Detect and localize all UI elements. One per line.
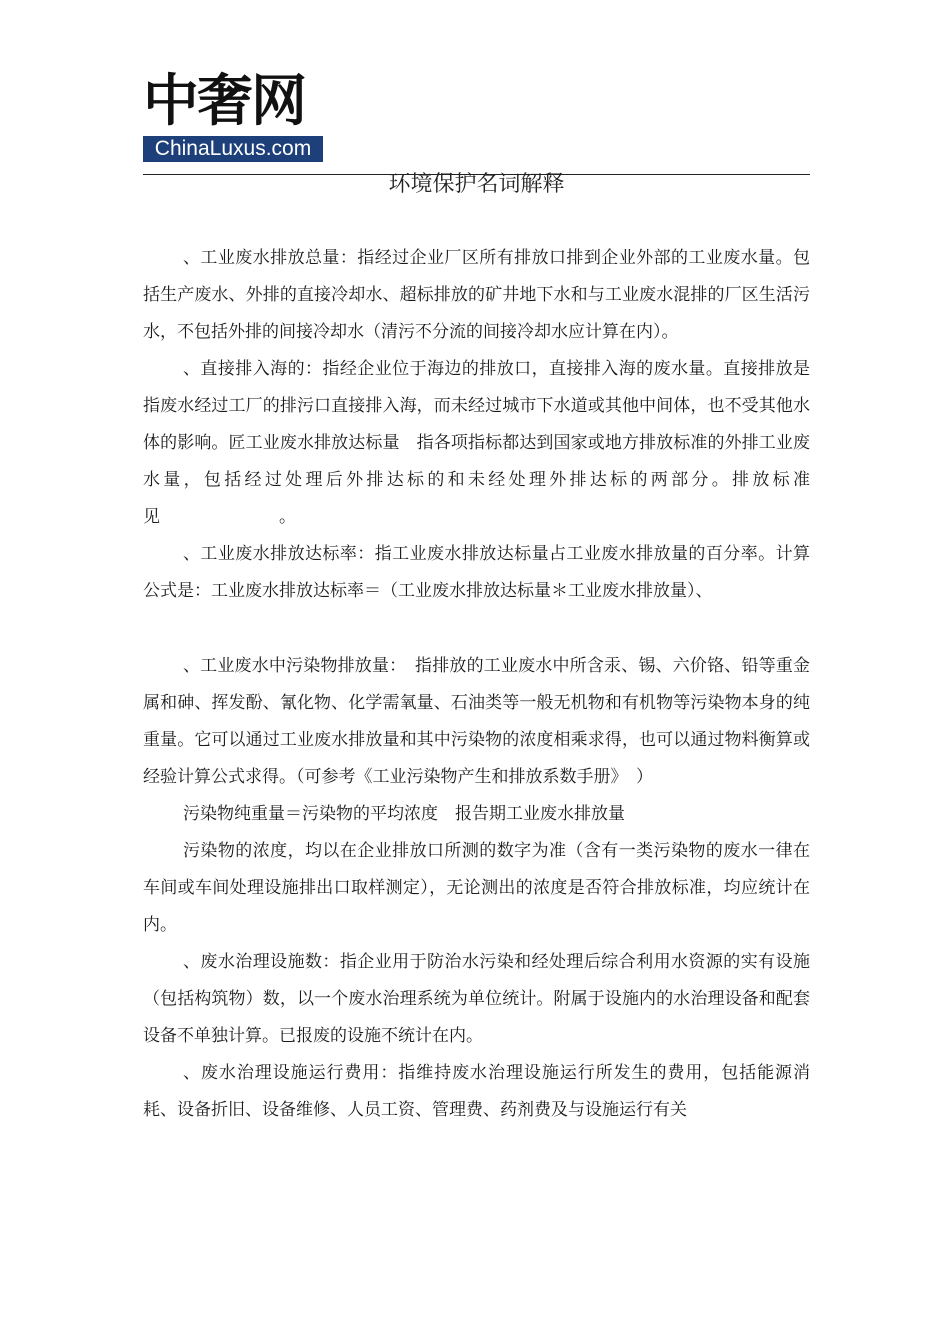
paragraph-facility-operating-cost: 、废水治理设施运行费用：指维持废水治理设施运行所发生的费用，包括能源消耗、设备折旧、设备维修、人员工资、管理费、药剂费及与设施运行有关 — [143, 1063, 810, 1120]
paragraph-direct-discharge-sea: 、直接排入海的：指经企业位于海边的排放口，直接排入海的废水量。直接排放是指废水经过工厂的排污口直接排入海，而未经过城市下水道或其他中间体，也不受其他水体的影响。匠工业废水排放达标量 指各项指标都达到国家或地方排放标准的外排工业废水量，包括经过处理后外排达标的和未经处理外排达标的两部分。排放标准见 。 — [143, 359, 810, 527]
document-title: 环境保护名词解释 — [388, 172, 565, 197]
paragraph-compliance-rate: 、工业废水排放达标率：指工业废水排放达标量占工业废水排放量的百分率。计算公式是：工业废水排放达标率＝（工业废水排放达标量＊工业废水排放量）、 — [143, 544, 810, 601]
paragraph-pollutant-formula: 污染物纯重量＝污染物的平均浓度 报告期工业废水排放量 — [183, 804, 625, 824]
document-body — [143, 240, 810, 1129]
paragraph-wastewater-total: 、工业废水排放总量：指经过企业厂区所有排放口排到企业外部的工业废水量。包括生产废水、外排的直接冷却水、超标排放的矿井地下水和与工业废水混排的厂区生活污水，不包括外排的间接冷却水（清污不分流的间接冷却水应计算在内）。 — [143, 248, 810, 342]
paragraph-pollutant-concentration: 污染物的浓度，均以在企业排放口所测的数字为准（含有一类污染物的废水一律在车间或车间处理设施排出口取样测定），无论测出的浓度是否符合排放标准，均应统计在内。 — [143, 841, 810, 935]
blank-line — [143, 610, 810, 648]
logo-english-text: ChinaLuxus.com — [143, 136, 323, 162]
paragraph-pollutant-discharge: 、工业废水中污染物排放量： 指排放的工业废水中所含汞、锡、六价铬、铅等重金属和砷、挥发酚、氰化物、化学需氧量、石油类等一般无机物和有机物等污染物本身的纯重量。它可以通过工业废水排放量和其中污染物的浓度相乘求得，也可以通过物料衡算或经验计算公式求得。（可参考《工业污染物产生和排放系数手册》 ） — [143, 656, 810, 787]
paragraph-treatment-facilities: 、废水治理设施数：指企业用于防治水污染和经处理后综合利用水资源的实有设施（包括构筑物）数，以一个废水治理系统为单位统计。附属于设施内的水治理设备和配套设备不单独计算。已报废的设施不统计在内。 — [143, 952, 810, 1046]
logo — [143, 70, 326, 162]
logo-chinese-text: 中奢网 — [143, 69, 305, 134]
